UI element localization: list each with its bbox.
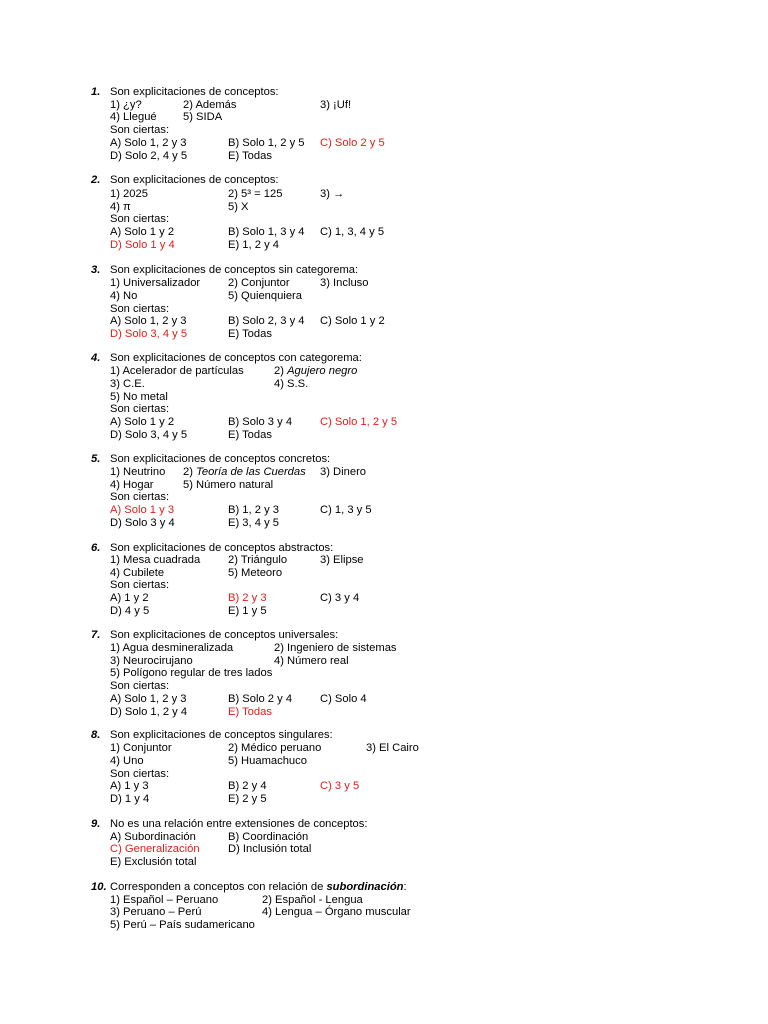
- option: D) Solo 3, 4 y 5: [110, 429, 188, 441]
- item: 1) Español – Peruano: [110, 894, 219, 906]
- item: 1) Universalizador: [110, 277, 201, 289]
- item: 2) Español - Lengua: [262, 894, 363, 906]
- option-correct: E) Todas: [228, 706, 272, 718]
- item: 1) Agua desmineralizada: [110, 642, 234, 654]
- item: 5) Polígono regular de tres lados: [110, 667, 273, 679]
- question-stem: Son explicitaciones de conceptos:: [110, 86, 279, 98]
- option: E) 3, 4 y 5: [228, 517, 279, 529]
- item: 4) Uno: [110, 755, 144, 767]
- item: 5) Quienquiera: [228, 290, 303, 302]
- question-number: 9.: [91, 818, 101, 830]
- option: A) Solo 1, 2 y 3: [110, 693, 187, 705]
- option: E) Todas: [228, 429, 272, 441]
- option: E) Todas: [228, 150, 272, 162]
- ciertas-label: Son ciertas:: [110, 124, 170, 136]
- item: 3) →: [320, 188, 345, 200]
- question-stem: Son explicitaciones de conceptos concretos:: [110, 453, 331, 465]
- option: D) Solo 3 y 4: [110, 517, 175, 529]
- question-stem: Son explicitaciones de conceptos abstractos:: [110, 542, 334, 554]
- option: A) Solo 1 y 2: [110, 226, 175, 238]
- item: 3) ¡Uf!: [320, 99, 352, 111]
- option: D) Inclusión total: [228, 843, 312, 855]
- question-number: 1.: [91, 86, 101, 98]
- option-correct: A) Solo 1 y 3: [110, 504, 175, 516]
- option: B) 2 y 4: [228, 780, 267, 792]
- option: C) 3 y 4: [320, 592, 360, 604]
- option-correct: D) Solo 3, 4 y 5: [110, 328, 188, 340]
- item: 4) Número real: [274, 655, 349, 667]
- item: 2) Ingeniero de sistemas: [274, 642, 397, 654]
- ciertas-label: Son ciertas:: [110, 579, 170, 591]
- question-number: 10.: [91, 881, 107, 893]
- option-correct: C) Solo 2 y 5: [320, 137, 385, 149]
- item: 2) Médico peruano: [228, 742, 322, 754]
- item: 3) Neurocirujano: [110, 655, 193, 667]
- item: 5) X: [228, 201, 249, 213]
- question-number: 7.: [91, 629, 101, 641]
- ciertas-label: Son ciertas:: [110, 768, 170, 780]
- item: 5) Perú – País sudamericano: [110, 919, 255, 931]
- question-number: 5.: [91, 453, 101, 465]
- option: B) Solo 2, 3 y 4: [228, 315, 305, 327]
- ciertas-label: Son ciertas:: [110, 680, 170, 692]
- option: E) 1, 2 y 4: [228, 239, 279, 251]
- item: 4) Lengua – Órgano muscular: [262, 906, 411, 918]
- item: 2) Teoría de las Cuerdas: [183, 466, 306, 478]
- item: 2) Agujero negro: [274, 365, 358, 377]
- ciertas-label: Son ciertas:: [110, 213, 170, 225]
- option: B) 1, 2 y 3: [228, 504, 279, 516]
- item: 2) Además: [183, 99, 237, 111]
- option: A) Solo 1 y 2: [110, 416, 175, 428]
- item: 4) Llegué: [110, 111, 157, 123]
- option: B) Coordinación: [228, 831, 309, 843]
- item: 3) Elipse: [320, 554, 364, 566]
- item: 2) 5³ = 125: [228, 188, 283, 200]
- option: E) Todas: [228, 328, 272, 340]
- option: A) Solo 1, 2 y 3: [110, 315, 187, 327]
- item: 5) Número natural: [183, 479, 274, 491]
- option: B) Solo 1, 2 y 5: [228, 137, 305, 149]
- option: B) Solo 3 y 4: [228, 416, 293, 428]
- item: 5) Meteoro: [228, 567, 283, 579]
- question-number: 2.: [91, 174, 101, 186]
- option: A) 1 y 2: [110, 592, 149, 604]
- option-correct: B) 2 y 3: [228, 592, 267, 604]
- item: 3) Incluso: [320, 277, 369, 289]
- item: 3) C.E.: [110, 378, 145, 390]
- question-stem: Son explicitaciones de conceptos con categorema:: [110, 352, 362, 364]
- option: C) 1, 3 y 5: [320, 504, 372, 516]
- option-correct: C) 3 y 5: [320, 780, 360, 792]
- question-number: 6.: [91, 542, 101, 554]
- option: E) 2 y 5: [228, 793, 267, 805]
- question-number: 8.: [91, 729, 101, 741]
- question-number: 4.: [91, 352, 101, 364]
- option: A) 1 y 3: [110, 780, 149, 792]
- item: 3) Dinero: [320, 466, 367, 478]
- question-stem: Son explicitaciones de conceptos:: [110, 174, 279, 186]
- ciertas-label: Son ciertas:: [110, 403, 170, 415]
- option: C) Solo 4: [320, 693, 367, 705]
- question-number: 3.: [91, 264, 101, 276]
- item: 1) Neutrino: [110, 466, 166, 478]
- question-stem: Son explicitaciones de conceptos universales:: [110, 629, 339, 641]
- question-stem: Corresponden a conceptos con relación de subordinación:: [110, 881, 407, 893]
- option: D) 4 y 5: [110, 605, 150, 617]
- ciertas-label: Son ciertas:: [110, 491, 170, 503]
- item: 3) El Cairo: [366, 742, 419, 754]
- item: 4) No: [110, 290, 138, 302]
- item: 2) Conjuntor: [228, 277, 290, 289]
- question-stem: No es una relación entre extensiones de conceptos:: [110, 818, 368, 830]
- ciertas-label: Son ciertas:: [110, 303, 170, 315]
- item: 1) 2025: [110, 188, 148, 200]
- option: B) Solo 1, 3 y 4: [228, 226, 305, 238]
- item: 1) Acelerador de partículas: [110, 365, 244, 377]
- option: C) 1, 3, 4 y 5: [320, 226, 385, 238]
- item: 2) Triángulo: [228, 554, 288, 566]
- item: 5) Huamachuco: [228, 755, 307, 767]
- question-stem: Son explicitaciones de conceptos sin categorema:: [110, 264, 359, 276]
- option: E) 1 y 5: [228, 605, 267, 617]
- option-correct: D) Solo 1 y 4: [110, 239, 175, 251]
- item: 4) Cubilete: [110, 567, 165, 579]
- option: A) Subordinación: [110, 831, 196, 843]
- item: 1) Conjuntor: [110, 742, 172, 754]
- option: A) Solo 1, 2 y 3: [110, 137, 187, 149]
- option-correct: C) Generalización: [110, 843, 200, 855]
- option-correct: C) Solo 1, 2 y 5: [320, 416, 398, 428]
- option: C) Solo 1 y 2: [320, 315, 385, 327]
- item: 5) No metal: [110, 391, 168, 403]
- option: E) Exclusión total: [110, 856, 197, 868]
- item: 4) π: [110, 201, 131, 213]
- item: 1) ¿y?: [110, 99, 142, 111]
- option: B) Solo 2 y 4: [228, 693, 293, 705]
- item: 5) SIDA: [183, 111, 223, 123]
- item: 4) S.S.: [274, 378, 309, 390]
- question-stem: Son explicitaciones de conceptos singulares:: [110, 729, 333, 741]
- option: D) Solo 2, 4 y 5: [110, 150, 188, 162]
- item: 3) Peruano – Perú: [110, 906, 202, 918]
- option: D) 1 y 4: [110, 793, 150, 805]
- item: 1) Mesa cuadrada: [110, 554, 201, 566]
- item: 4) Hogar: [110, 479, 154, 491]
- option: D) Solo 1, 2 y 4: [110, 706, 188, 718]
